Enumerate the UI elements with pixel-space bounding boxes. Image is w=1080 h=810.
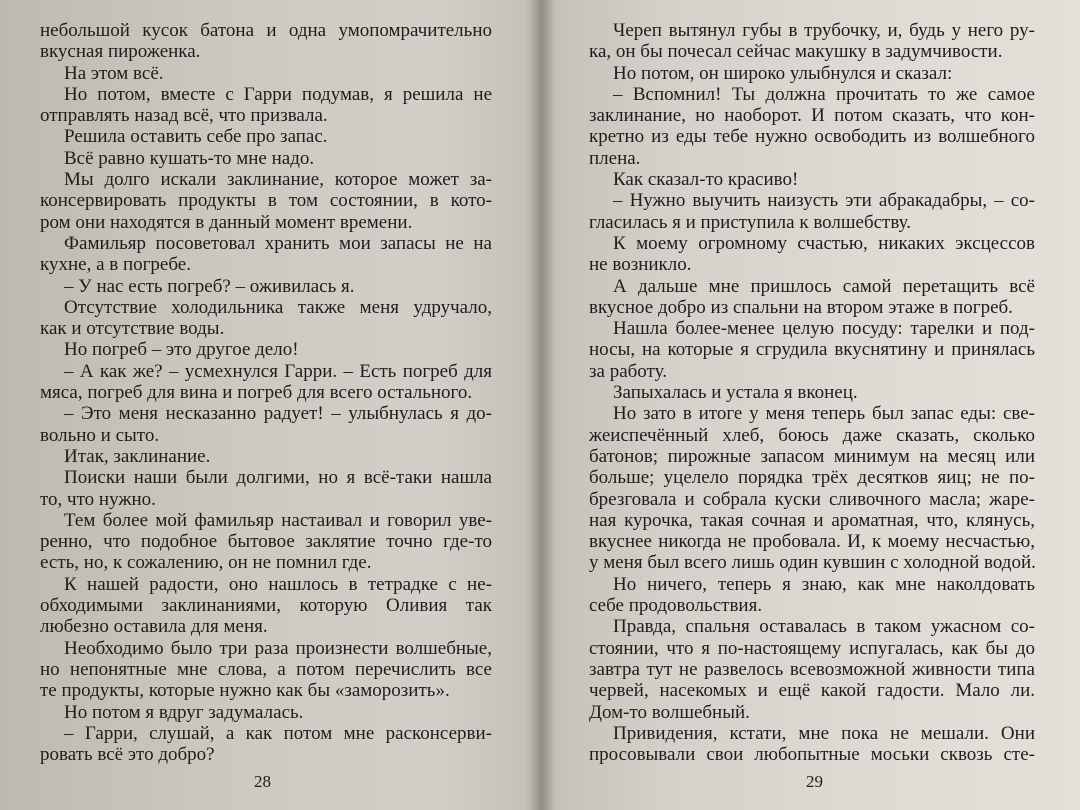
text-line: кухне, а в погребе. — [40, 254, 191, 276]
text-line: но непонятные мне слова, а потом перечислить все — [40, 658, 492, 680]
text-line: Но потом, вместе с Гарри подумав, я решила не — [64, 83, 492, 105]
text-line: то, что нужно. — [40, 488, 156, 510]
text-line: как и отсутствие воды. — [40, 318, 225, 340]
text-line: Череп вытянул губы в трубочку, и, будь у него ру- — [613, 20, 1035, 41]
text-line: не возникло. — [589, 254, 692, 276]
text-line: себе продовольствия. — [589, 595, 763, 617]
text-line: Запыхалась и устала я вконец. — [613, 382, 858, 404]
text-line: – А как же? – усмехнулся Гарри. – Есть погреб для — [64, 360, 492, 382]
text-line: Привидения, кстати, мне пока не мешали. Они — [613, 722, 1035, 744]
text-line: завтра тут не развелось всевозможной живности типа — [589, 658, 1035, 680]
text-line: вкуснее никогда не пробовала. И, к моему несчастью, — [589, 531, 1035, 553]
text-line: Тем более мой фамильяр настаивал и говорил уве- — [64, 509, 492, 531]
text-line: вкусное добро из спальни на втором этаже в погреб. — [589, 296, 1013, 318]
text-line: – Нужно выучить наизусть эти абракадабры, – со- — [613, 190, 1035, 212]
text-line: консервировать продукты в том состоянии, в кото- — [40, 190, 492, 212]
text-line: гласилась я и приступила к волшебству. — [589, 211, 912, 233]
text-line: любезно оставила для меня. — [40, 616, 268, 638]
book-gutter — [525, 0, 555, 810]
text-line: – Вспомнил! Ты должна прочитать то же самое — [613, 83, 1035, 105]
text-line: Но потом, он широко улыбнулся и сказал: — [613, 62, 953, 84]
text-line: – Это меня несказанно радует! – улыбнулась я до- — [64, 403, 492, 425]
text-line: На этом всё. — [64, 62, 164, 84]
text-line: небольшой кусок батона и одна умопомрачительно — [40, 20, 492, 41]
text-line: А дальше мне пришлось самой перетащить всё — [613, 275, 1035, 297]
text-line: брезговала и собрала куски сливочного масла; жаре- — [589, 488, 1035, 510]
text-line: плена. — [589, 147, 641, 169]
text-line: Всё равно кушать-то мне надо. — [64, 147, 315, 169]
left-page-number: 28 — [254, 772, 271, 791]
text-line: заклинание, но наоборот. И потом сказать, что кон- — [589, 105, 1035, 127]
text-line: ренно, что подобное бытовое заклятие точно где-то — [40, 531, 492, 553]
text-line: батонов; пирожные запасом минимум на месяц или — [589, 445, 1035, 467]
text-line: мяса, погреб для вина и погреб для всего остального. — [40, 382, 473, 404]
text-line: Необходимо было три раза произнести волшебные, — [64, 637, 492, 659]
text-line: ровать всё это добро? — [40, 744, 215, 766]
text-line: Мы долго искали заклинание, которое может за- — [64, 169, 492, 191]
text-line: вольно и сыто. — [40, 424, 160, 446]
text-line: Фамильяр посоветовал хранить мои запасы не на — [64, 232, 492, 254]
text-line: кретно из еды тебе нужно освободить из волшебного — [589, 126, 1035, 148]
text-line: отправлять назад всё, что призвала. — [40, 105, 328, 127]
text-line: – Гарри, слушай, а как потом мне расконсерви- — [64, 722, 492, 744]
text-line: больше; уцелело порядка трёх десятков яиц; не по- — [589, 467, 1035, 489]
text-line: К нашей радости, оно нашлось в тетрадке с не- — [64, 573, 492, 595]
text-line: – У нас есть погреб? – оживилась я. — [64, 275, 355, 297]
text-line: ка, он бы почесал сейчас макушку в задумчивости. — [589, 41, 1003, 63]
left-page-text — [40, 20, 492, 765]
text-line: ная курочка, такая сочная и ароматная, что, клянусь, — [589, 509, 1035, 531]
text-line: ром они находятся в данный момент времени. — [40, 211, 413, 233]
text-line: Решила оставить себе про запас. — [64, 126, 328, 148]
text-line: за работу. — [589, 360, 667, 382]
text-line: Но погреб – это другое дело! — [64, 339, 299, 361]
text-line: те продукты, которые нужно как бы «заморозить». — [40, 680, 450, 702]
text-line: Но зато в итоге у меня теперь был запас еды: све- — [613, 403, 1035, 425]
text-line: Правда, спальня оставалась в таком ужасном со- — [613, 616, 1035, 638]
text-line: Дом-то волшебный. — [589, 701, 750, 723]
text-line: К моему огромному счастью, никаких эксцессов — [613, 232, 1035, 254]
text-line: Итак, заклинание. — [64, 445, 211, 467]
text-line: стоянии, что я по-настоящему испугалась, как бы до — [589, 637, 1035, 659]
text-line: Нашла более-менее целую посуду: тарелки и под- — [613, 318, 1035, 340]
text-line: просовывали свои любопытные моськи сквозь сте- — [589, 744, 1035, 766]
text-line: жеиспечённый хлеб, боюсь даже сказать, сколько — [589, 424, 1035, 446]
text-line: Но ничего, теперь я знаю, как мне наколдовать — [613, 573, 1035, 595]
text-line: обходимыми заклинаниями, которую Оливия так — [40, 595, 492, 617]
right-page-text — [589, 20, 1035, 765]
right-page-number: 29 — [806, 772, 823, 791]
text-line: Поиски наши были долгими, но я всё-таки нашла — [64, 467, 492, 489]
text-line: у меня был всего лишь один кувшин с холодной водой. — [589, 552, 1036, 574]
text-line: Как сказал-то красиво! — [613, 169, 799, 191]
text-line: червей, насекомых и ещё какой гадости. Мало ли. — [589, 680, 1035, 702]
text-line: Но потом я вдруг задумалась. — [64, 701, 304, 723]
text-line: вкусная пироженка. — [40, 41, 201, 63]
text-line: Отсутствие холодильника также меня удручало, — [64, 296, 492, 318]
text-line: носы, на которые я сгрудила вкуснятину и принялась — [589, 339, 1035, 361]
text-line: есть, но, к сожалению, он не помнил где. — [40, 552, 372, 574]
